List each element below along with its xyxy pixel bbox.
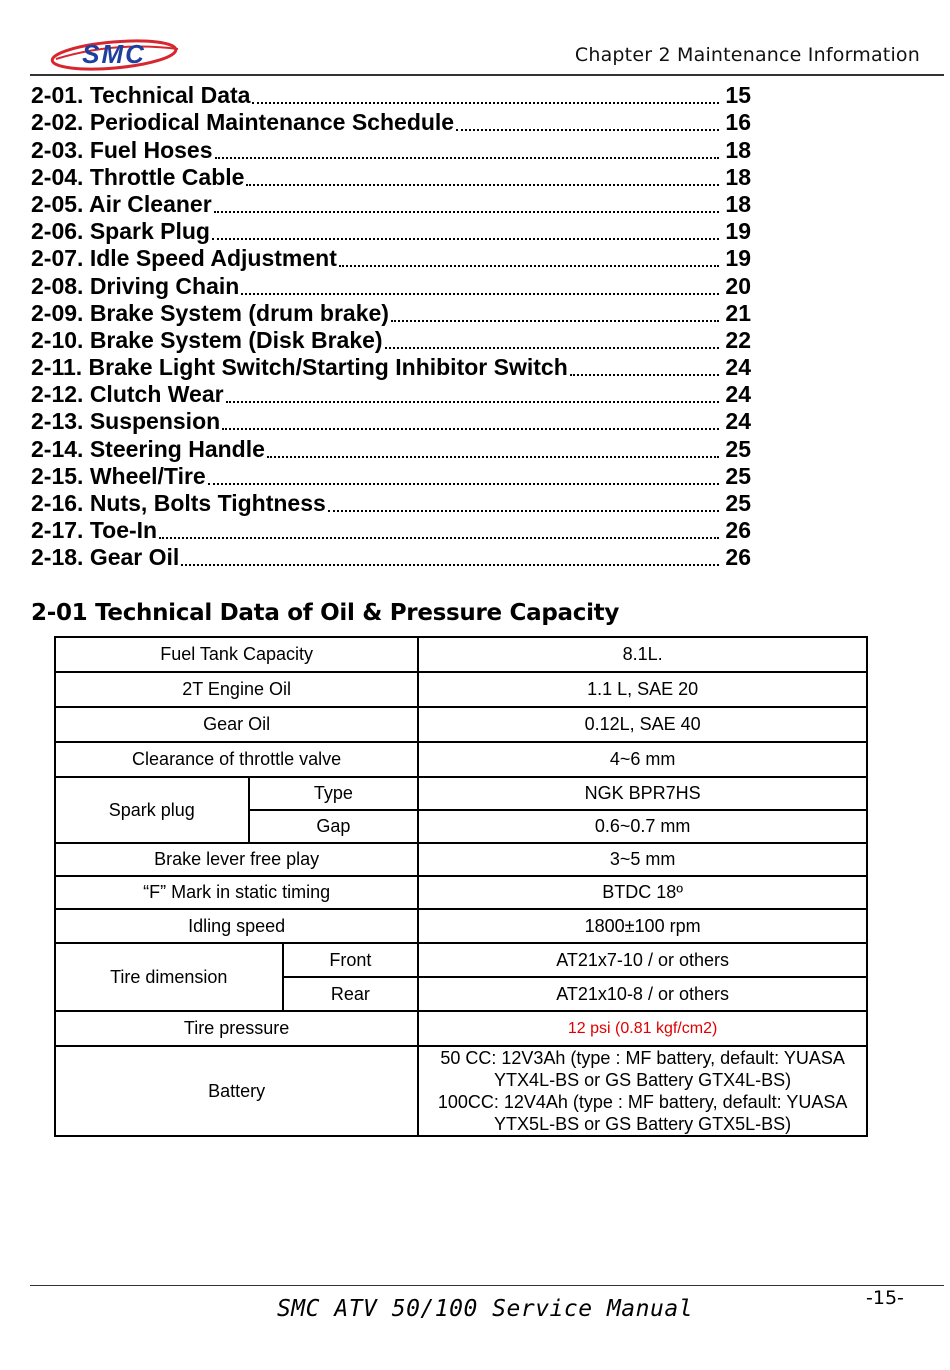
toc-entry-page: 26 [725,517,751,544]
table-of-contents [31,82,751,571]
page-header [0,0,950,80]
toc-entry[interactable] [31,517,751,544]
toc-entry-page: 18 [725,136,751,163]
spec-sublabel: Front [283,943,419,977]
table-row [55,909,867,943]
table-row [55,777,867,810]
footer-divider [30,1285,944,1286]
table-row [55,742,867,777]
toc-entry-title: 2-15. Wheel/Tire [31,462,206,489]
toc-entry[interactable] [31,490,751,517]
toc-entry-page: 24 [725,408,751,435]
toc-entry-page: 21 [725,299,751,326]
toc-entry-title: 2-08. Driving Chain [31,272,240,299]
toc-leader [214,211,719,213]
spec-label: Battery [55,1046,418,1136]
table-row [55,637,867,672]
toc-entry-page: 15 [725,82,751,109]
table-row [55,1046,867,1136]
smc-logo [48,36,184,72]
toc-entry-page: 19 [725,218,751,245]
toc-leader [159,537,719,539]
spec-label: Clearance of throttle valve [55,742,418,777]
toc-entry-page: 19 [725,245,751,272]
spec-value: 1.1 L, SAE 20 [418,672,867,707]
spec-value: 1800±100 rpm [418,909,867,943]
toc-leader [570,374,719,376]
spec-label: Idling speed [55,909,418,943]
toc-leader [226,401,719,403]
battery-line: 50 CC: 12V3Ah (type : MF battery, default: YUASA [440,1048,845,1068]
toc-entry-page: 16 [725,109,751,136]
battery-line: 100CC: 12V4Ah (type : MF battery, default: YUASA [437,1092,848,1112]
spec-sublabel: Gap [249,810,419,843]
spec-value: AT21x10-8 / or others [418,977,867,1011]
header-divider [30,74,944,76]
toc-entry-page: 25 [725,490,751,516]
table-row [55,707,867,742]
spec-value: NGK BPR7HS [418,777,867,810]
spec-sublabel: Type [249,777,419,810]
spec-label: Tire dimension [55,943,283,1011]
toc-leader [267,456,719,458]
toc-entry-page: 20 [725,272,751,299]
toc-entry-title: 2-04. Throttle Cable [31,163,245,190]
toc-entry-title: 2-16. Nuts, Bolts Tightness [31,490,326,516]
toc-entry[interactable] [31,435,751,462]
toc-entry[interactable] [31,245,751,272]
spec-label: 2T Engine Oil [55,672,418,707]
chapter-title: Chapter 2 Maintenance Information [574,44,920,66]
toc-leader [391,320,719,322]
toc-leader [222,428,719,430]
toc-entry-page: 22 [725,326,751,353]
toc-entry[interactable] [31,463,751,490]
spec-label: Spark plug [55,777,249,843]
spec-label: Brake lever free play [55,843,418,876]
battery-line: YTX4L-BS or GS Battery GTX4L-BS) [494,1070,792,1090]
toc-entry[interactable] [31,136,751,163]
toc-leader [252,102,719,104]
toc-entry-page: 24 [725,381,751,408]
toc-leader [385,347,719,349]
toc-entry-title: 2-18. Gear Oil [31,544,180,571]
section-heading: 2-01 Technical Data of Oil & Pressure Capacity [31,600,620,626]
table-row [55,843,867,876]
toc-entry[interactable] [31,354,751,381]
spec-sublabel: Rear [283,977,419,1011]
toc-leader [181,564,719,566]
toc-entry-title: 2-01. Technical Data [31,82,251,109]
toc-entry-title: 2-07. Idle Speed Adjustment [31,245,337,272]
spec-value: 0.6~0.7 mm [418,810,867,843]
toc-entry[interactable] [31,272,751,299]
table-row [55,672,867,707]
spec-value: 4~6 mm [418,742,867,777]
toc-leader [456,129,719,131]
toc-entry-page: 25 [725,435,751,462]
toc-entry[interactable] [31,544,751,571]
toc-entry[interactable] [31,82,751,109]
technical-data-table [54,636,868,1137]
spec-value: 0.12L, SAE 40 [418,707,867,742]
toc-entry[interactable] [31,218,751,245]
toc-entry-page: 18 [725,163,751,190]
spec-value: 8.1L. [418,637,867,672]
table-row [55,943,867,977]
toc-entry-page: 25 [725,462,751,489]
toc-entry-page: 26 [725,544,751,571]
toc-entry-title: 2-12. Clutch Wear [31,381,224,408]
manual-title: SMC ATV 50/100 Service Manual [276,1296,694,1322]
toc-entry-page: 24 [725,354,751,381]
spec-label: Fuel Tank Capacity [55,637,418,672]
toc-entry-title: 2-14. Steering Handle [31,435,265,462]
toc-leader [246,184,719,186]
toc-entry-title: 2-03. Fuel Hoses [31,136,213,163]
toc-leader [328,510,719,512]
toc-entry-title: 2-11. Brake Light Switch/Starting Inhibitor Switch [31,354,568,381]
toc-entry[interactable] [31,381,751,408]
toc-leader [212,238,719,240]
spec-value: 3~5 mm [418,843,867,876]
toc-entry[interactable] [31,327,751,354]
table-row [55,1011,867,1046]
table-row [55,876,867,909]
toc-entry-title: 2-17. Toe-In [31,517,158,544]
battery-spec-value [418,1046,867,1136]
toc-leader [241,293,719,295]
spec-label: “F” Mark in static timing [55,876,418,909]
toc-entry-title: 2-06. Spark Plug [31,218,210,245]
battery-line: YTX5L-BS or GS Battery GTX5L-BS) [494,1114,792,1134]
toc-entry[interactable] [31,300,751,327]
toc-entry[interactable] [31,408,751,435]
toc-entry[interactable] [31,191,751,218]
toc-entry[interactable] [31,109,751,136]
spec-value-highlight: 12 psi (0.81 kgf/cm2) [418,1011,867,1046]
toc-leader [339,265,719,267]
toc-entry-title: 2-02. Periodical Maintenance Schedule [31,109,455,136]
toc-leader [208,483,719,485]
spec-label: Gear Oil [55,707,418,742]
spec-label: Tire pressure [55,1011,418,1046]
spec-value: BTDC 18º [418,876,867,909]
spec-value: AT21x7-10 / or others [418,943,867,977]
toc-entry-title: 2-05. Air Cleaner [31,190,212,217]
toc-entry-title: 2-09. Brake System (drum brake) [31,299,389,326]
toc-entry-title: 2-10. Brake System (Disk Brake) [31,326,383,353]
toc-entry-title: 2-13. Suspension [31,408,221,435]
toc-leader [215,157,719,159]
toc-entry[interactable] [31,164,751,191]
toc-entry-page: 18 [725,190,751,217]
page-number: -15- [866,1287,904,1309]
svg-text:SMC: SMC [82,39,146,69]
